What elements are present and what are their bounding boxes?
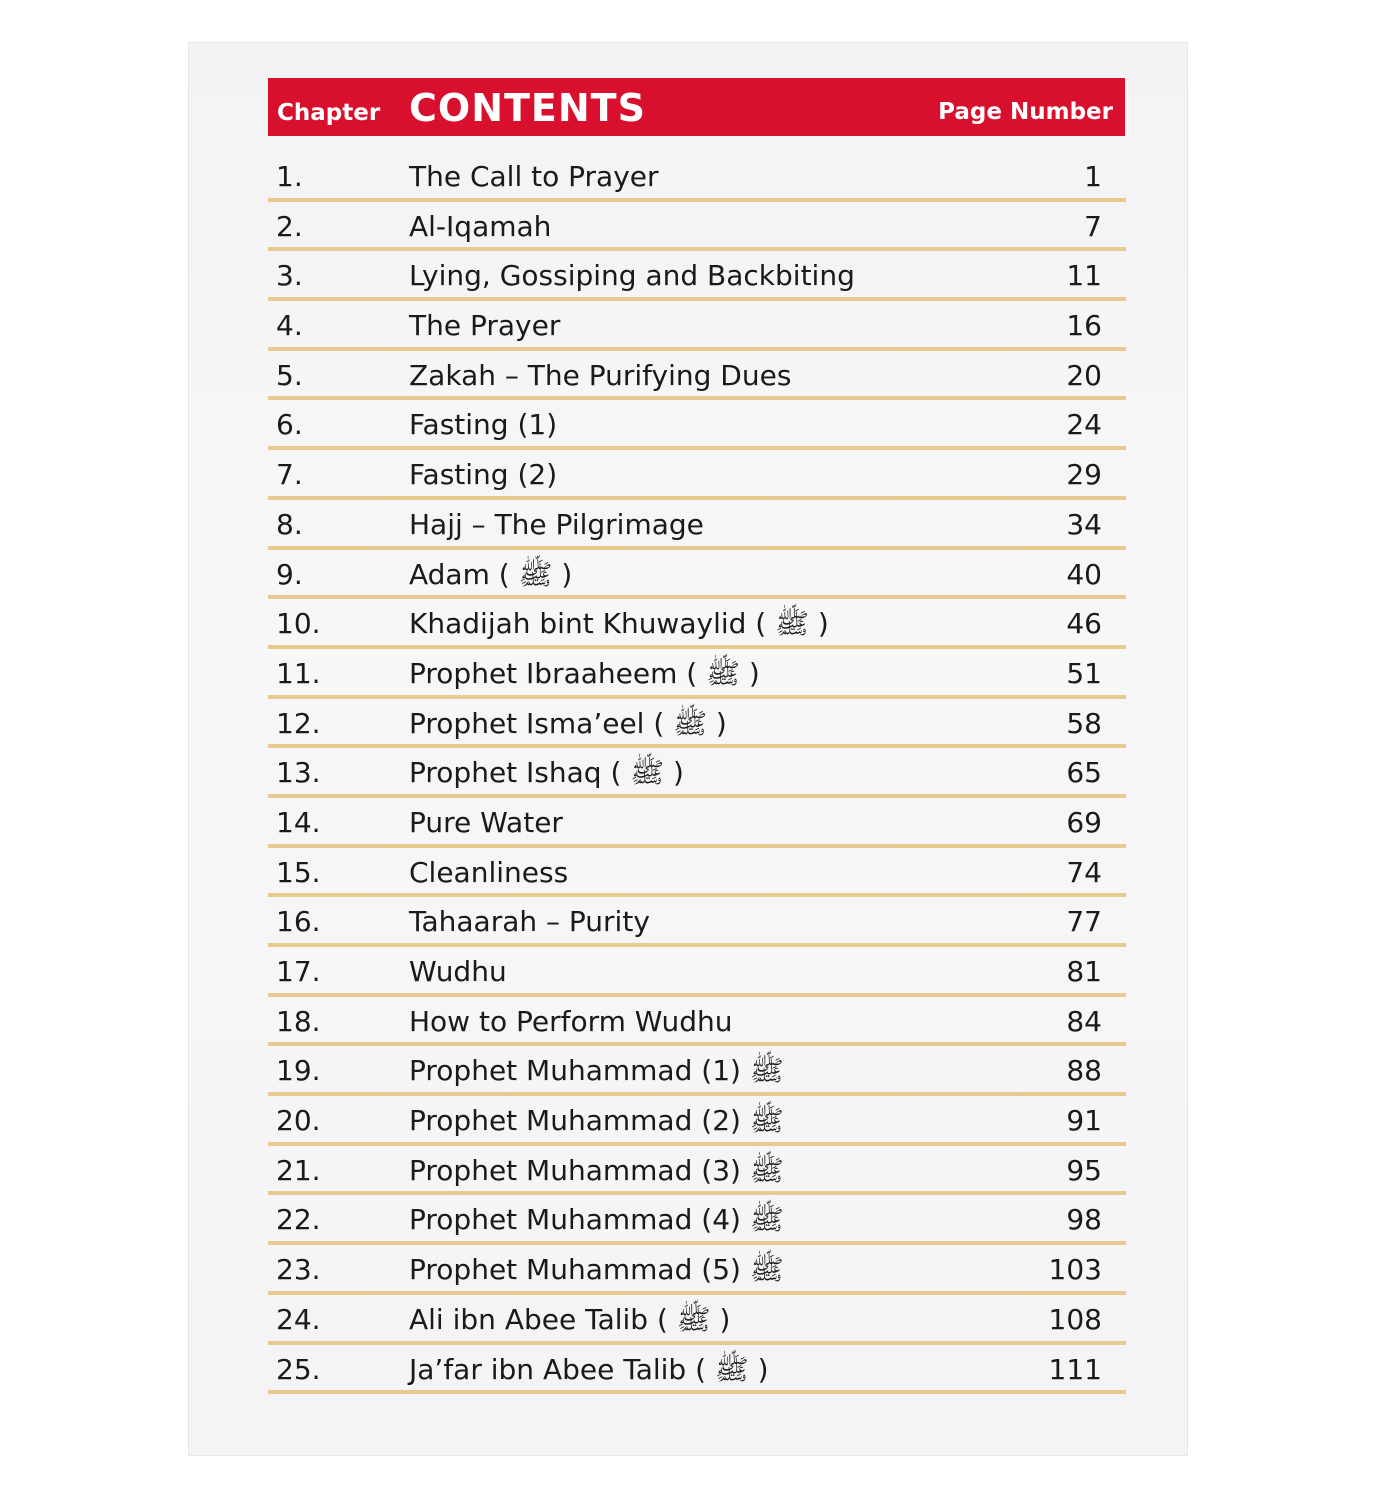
page-number: 84	[1066, 1004, 1102, 1038]
chapter-number: 4.	[276, 309, 303, 343]
toc-entry	[268, 400, 1126, 450]
page-number: 88	[1066, 1054, 1102, 1088]
page-number: 69	[1066, 805, 1102, 839]
page-number: 24	[1066, 408, 1102, 442]
page-number: 103	[1048, 1253, 1102, 1287]
chapter-title: Ja’far ibn Abee Talib ( ﷺ )	[409, 1352, 769, 1386]
toc-entry	[268, 301, 1126, 351]
chapter-title: Pure Water	[409, 805, 563, 839]
chapter-title: Al-Iqamah	[409, 209, 552, 243]
toc-entry	[268, 202, 1126, 252]
chapter-number: 25.	[276, 1352, 321, 1386]
chapter-number: 5.	[276, 358, 303, 392]
toc-entry	[268, 1295, 1126, 1345]
page-number: 58	[1066, 706, 1102, 740]
toc-entry	[268, 1046, 1126, 1096]
page-number: 74	[1066, 855, 1102, 889]
chapter-number: 13.	[276, 756, 321, 790]
toc-entry	[268, 1146, 1126, 1196]
toc-entry	[268, 251, 1126, 301]
toc-entry	[268, 500, 1126, 550]
toc-entry	[268, 1245, 1126, 1295]
toc-entry	[268, 748, 1126, 798]
page-number: 81	[1066, 955, 1102, 988]
chapter-number: 22.	[276, 1203, 321, 1237]
chapter-title: Prophet Isma’eel ( ﷺ )	[409, 706, 727, 740]
page-number: 11	[1066, 259, 1102, 293]
toc-entry	[268, 798, 1126, 848]
page-number: 91	[1066, 1104, 1102, 1138]
page-number: 20	[1066, 358, 1102, 392]
toc-entry	[268, 997, 1126, 1047]
page-number: 1	[1084, 160, 1102, 193]
chapter-number: 15.	[276, 855, 321, 889]
chapter-column-label: Chapter	[277, 100, 381, 126]
page-number: 51	[1066, 656, 1102, 690]
chapter-title: Prophet Ishaq ( ﷺ )	[409, 756, 684, 790]
toc-entry	[268, 351, 1126, 401]
toc-entry	[268, 152, 1126, 202]
page-number: 7	[1084, 209, 1102, 243]
chapter-number: 9.	[276, 557, 303, 591]
chapter-number: 23.	[276, 1253, 321, 1287]
chapter-number: 24.	[276, 1302, 321, 1336]
page-number: 29	[1066, 458, 1102, 492]
chapter-title: Zakah – The Purifying Dues	[409, 358, 792, 392]
chapter-number: 16.	[276, 905, 321, 939]
toc-entry	[268, 1195, 1126, 1245]
chapter-number: 11.	[276, 656, 321, 690]
chapter-number: 3.	[276, 259, 303, 293]
page-number: 108	[1048, 1302, 1102, 1336]
chapter-title: Prophet Muhammad ﷺ (5)	[409, 1253, 784, 1287]
toc-entry	[268, 649, 1126, 699]
chapter-title: Ali ibn Abee Talib ( ﷺ )	[409, 1302, 731, 1336]
chapter-title: Hajj – The Pilgrimage	[409, 507, 704, 541]
toc-entry	[268, 1096, 1126, 1146]
page-number: 95	[1066, 1153, 1102, 1187]
toc-entry	[268, 848, 1126, 898]
chapter-title: Prophet Muhammad ﷺ (4)	[409, 1203, 784, 1237]
table-of-contents	[268, 152, 1126, 1394]
chapter-number: 2.	[276, 209, 303, 243]
toc-entry	[268, 1345, 1126, 1395]
chapter-title: Prophet Muhammad ﷺ (1)	[409, 1054, 784, 1088]
chapter-number: 1.	[276, 160, 303, 193]
chapter-number: 19.	[276, 1054, 321, 1088]
chapter-title: Fasting (1)	[409, 408, 558, 442]
page-number-column-label: Page Number	[938, 99, 1113, 125]
page-number: 16	[1066, 309, 1102, 343]
toc-entry	[268, 947, 1126, 997]
chapter-title: The Call to Prayer	[409, 160, 659, 193]
chapter-number: 20.	[276, 1104, 321, 1138]
page-number: 65	[1066, 756, 1102, 790]
chapter-number: 18.	[276, 1004, 321, 1038]
toc-entry	[268, 699, 1126, 749]
chapter-title: Cleanliness	[409, 855, 569, 889]
page-number: 46	[1066, 607, 1102, 641]
chapter-title: The Prayer	[409, 309, 561, 343]
page-number: 34	[1066, 507, 1102, 541]
chapter-title: Wudhu	[409, 955, 507, 988]
chapter-title: Lying, Gossiping and Backbiting	[409, 259, 855, 293]
chapter-title: Prophet Ibraaheem ( ﷺ )	[409, 656, 760, 690]
toc-entry	[268, 897, 1126, 947]
chapter-title: How to Perform Wudhu	[409, 1004, 733, 1038]
chapter-title: Prophet Muhammad ﷺ (2)	[409, 1104, 784, 1138]
chapter-number: 21.	[276, 1153, 321, 1187]
page-title: CONTENTS	[409, 86, 646, 130]
chapter-title: Tahaarah – Purity	[409, 905, 650, 939]
chapter-title: Adam ( ﷺ )	[409, 557, 573, 591]
chapter-title: Fasting (2)	[409, 458, 558, 492]
page-number: 40	[1066, 557, 1102, 591]
page-number: 98	[1066, 1203, 1102, 1237]
page-number: 77	[1066, 905, 1102, 939]
chapter-number: 10.	[276, 607, 321, 641]
chapter-number: 8.	[276, 507, 303, 541]
chapter-number: 6.	[276, 408, 303, 442]
page-number: 111	[1048, 1352, 1102, 1386]
toc-entry	[268, 599, 1126, 649]
chapter-number: 14.	[276, 805, 321, 839]
chapter-number: 7.	[276, 458, 303, 492]
contents-header	[268, 78, 1125, 136]
toc-entry	[268, 550, 1126, 600]
chapter-title: Khadijah bint Khuwaylid ( ﷺ )	[409, 607, 829, 641]
chapter-number: 12.	[276, 706, 321, 740]
chapter-title: Prophet Muhammad ﷺ (3)	[409, 1153, 784, 1187]
chapter-number: 17.	[276, 955, 321, 988]
toc-entry	[268, 450, 1126, 500]
